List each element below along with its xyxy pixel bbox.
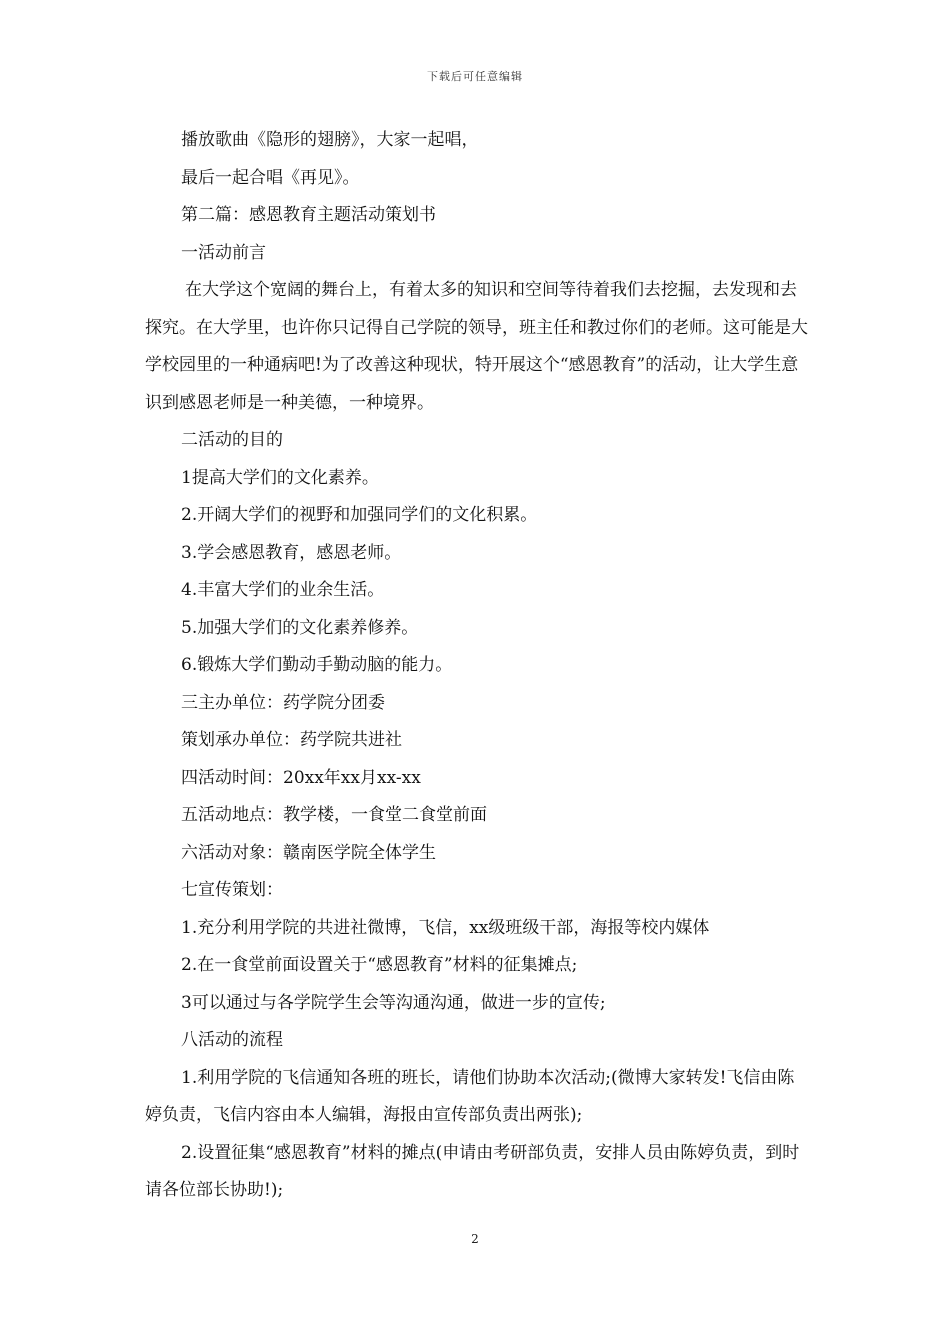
section-heading: 四活动时间：20xx年xx月xx-xx [181,767,421,788]
section-title: 第二篇：感恩教育主题活动策划书 [181,205,436,225]
list-item: 1提高大学们的文化素养。 [181,467,379,488]
paragraph: 策划承办单位：药学院共进社 [181,730,402,750]
list-item: 3.学会感恩教育，感恩老师。 [181,542,402,563]
list-item: 4.丰富大学们的业余生活。 [181,580,385,600]
section-heading: 一活动前言 [181,242,266,263]
list-item: 1.充分利用学院的共进社微博，飞信，xx级班级干部，海报等校内媒体 [181,917,710,938]
list-item: 2.设置征集“感恩教育”材料的摊点(申请由考研部负责，安排人员由陈婷负责，到时请各位部长协助!); [145,1142,800,1200]
section-heading: 七宣传策划： [181,880,283,900]
list-item: 3可以通过与各学院学生会等沟通沟通，做进一步的宣传; [181,992,606,1013]
page-header: 下载后可任意编辑 [427,70,523,83]
section-heading: 六活动对象：赣南医学院全体学生 [181,842,436,863]
list-item: 2.开阔大学们的视野和加强同学们的文化积累。 [181,505,538,525]
paragraph: 最后一起合唱《再见》。 [181,167,360,188]
document-body [145,122,809,1210]
list-item: 6.锻炼大学们勤动手勤动脑的能力。 [181,655,453,675]
paragraph: 播放歌曲《隐形的翅膀》，大家一起唱， [181,130,479,150]
section-heading: 二活动的目的 [181,430,283,450]
section-heading: 三主办单位：药学院分团委 [181,692,385,713]
list-item: 2.在一食堂前面设置关于“感恩教育”材料的征集摊点; [181,955,578,975]
section-heading: 八活动的流程 [181,1030,283,1050]
page-number: 2 [471,1232,479,1246]
section-heading: 五活动地点：教学楼，一食堂二食堂前面 [181,805,487,825]
list-item: 5.加强大学们的文化素养修养。 [181,617,419,638]
paragraph: 在大学这个宽阔的舞台上，有着太多的知识和空间等待着我们去挖掘，去发现和去探究。在大学里，也许你只记得自己学院的领导，班主任和教过你们的老师。这可能是大学校园里的一种通病吧!为了改善这种现状，特开展这个“感恩教育”的活动，让大学生意识到感恩老师是一种美德，一种境界。 [145,280,808,413]
list-item: 1.利用学院的飞信通知各班的班长，请他们协助本次活动;(微博大家转发!飞信由陈婷负责，飞信内容由本人编辑，海报由宣传部负责出两张); [145,1067,795,1125]
